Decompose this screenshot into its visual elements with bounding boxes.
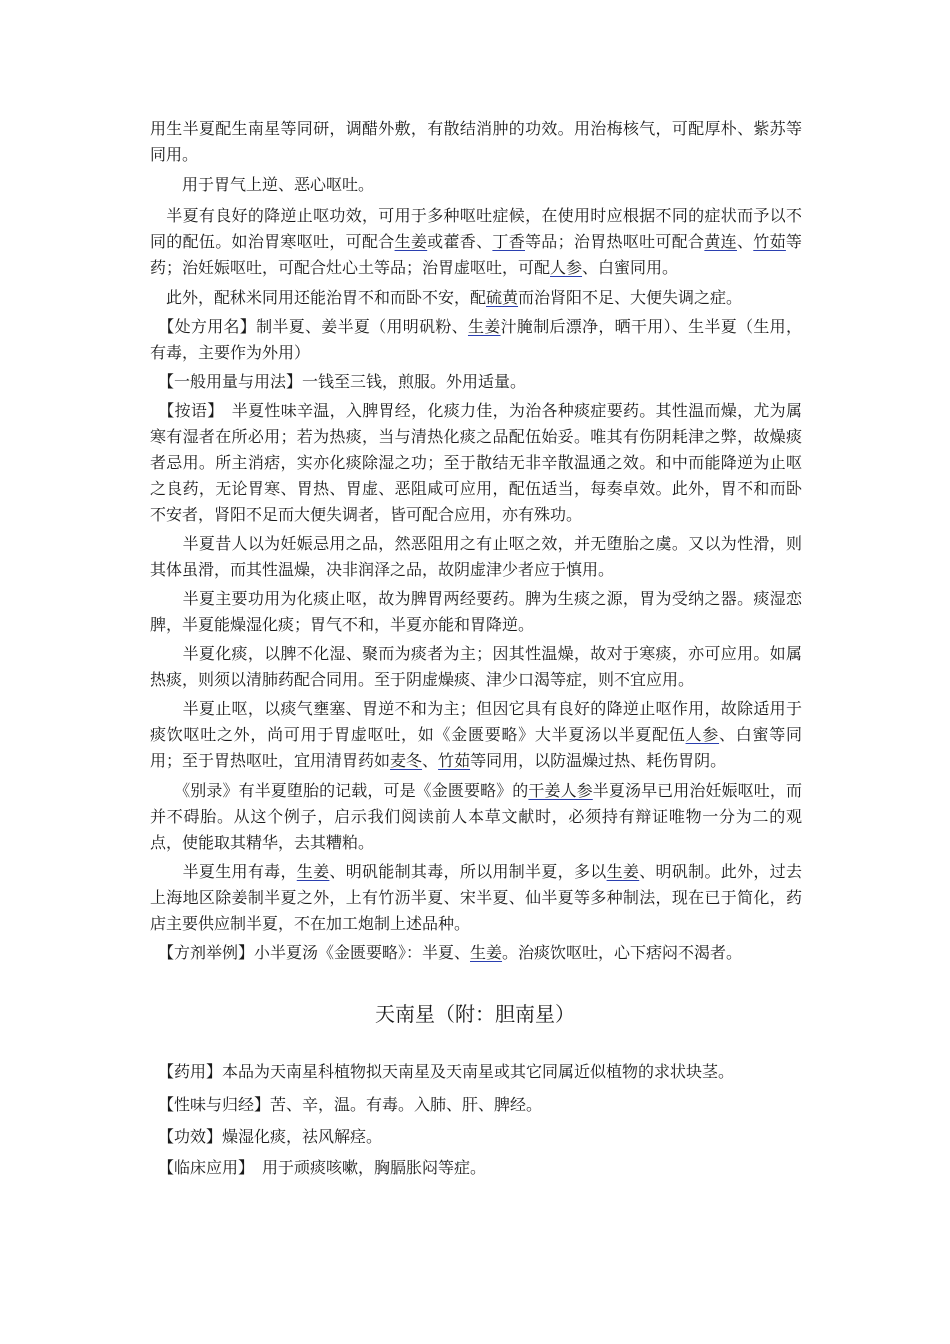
paragraph-11 <box>150 696 802 774</box>
text-run: 、白蜜等同用；至于胃热呕吐，宜用清胃药如 <box>150 725 802 770</box>
paragraph-1 <box>150 116 802 168</box>
herb-link[interactable]: 生姜 <box>296 862 330 881</box>
text-run: 、 <box>736 232 754 251</box>
paragraph-8 <box>150 531 802 583</box>
paragraph-3 <box>150 203 802 281</box>
text-run: 【功效】燥湿化痰，祛风解痉。 <box>150 1127 383 1146</box>
text-run: 半夏昔人以为妊娠忌用之品，然恶阻用之有止呕之效，并无堕胎之虞。又以为性滑，则其体虽滑，而其性温燥，决非润泽之品，故阴虚津少者应于慎用。 <box>150 534 802 579</box>
text-run: 或藿香、 <box>427 232 493 251</box>
herb-link[interactable]: 人参 <box>550 258 583 277</box>
text-run: 而治肾阳不足、大便失调之症。 <box>518 288 743 307</box>
paragraph-12 <box>150 778 802 856</box>
paragraph-10 <box>150 641 802 693</box>
text-run: 半夏化痰，以脾不化湿、聚而为痰者为主；因其性温燥，故对于寒痰，亦可应用。如属热痰，则须以清肺药配合同用。至于阴虚燥痰、津少口渴等症，则不宜应用。 <box>150 644 802 689</box>
text-run: 【药用】本品为天南星科植物拟天南星及天南星或其它同属近似植物的求状块茎。 <box>150 1062 735 1081</box>
paragraph-5 <box>150 314 802 366</box>
paragraph-14 <box>150 940 802 966</box>
paragraph-7 <box>150 398 802 528</box>
section-item-3 <box>150 1124 802 1150</box>
text-run: 、明矾能制其毒，所以用制半夏，多以 <box>329 862 607 881</box>
text-run: 【性味与归经】苦、辛，温。有毒。入肺、肝、脾经。 <box>150 1095 543 1114</box>
paragraph-6 <box>150 369 802 395</box>
herb-link[interactable]: 生姜 <box>467 317 501 336</box>
text-run: 【方剂举例】小半夏汤《金匮要略》：半夏、 <box>150 943 471 962</box>
text-run: 用生半夏配生南星等同研，调醋外敷，有散结消肿的功效。用治梅核气，可配厚朴、紫苏等同用。 <box>150 119 802 164</box>
text-run: 【按语】 半夏性味辛温，入脾胃经，化痰力佳，为治各种痰症要药。其性温而燥，尤为属寒有湿者在所必用；若为热痰，当与清热化痰之品配伍始妥。唯其有伤阴耗津之弊，故燥痰者忌用。所主消痞，实亦化痰除湿之功；至于散结无非辛散温通之效。和中而能降逆为止呕之良药，无论胃寒、胃热、胃虚、恶阻咸可应用，配伍适当，每奏卓效。此外，胃不和而卧不安者，肾阳不足而大便失调者，皆可配合应用，亦有殊功。 <box>150 401 802 524</box>
text-run: 、 <box>422 751 439 770</box>
herb-link[interactable]: 丁香 <box>492 232 525 251</box>
text-run: 半夏有良好的降逆止呕功效，可用于多种呕吐症候，在使用时应根据不同的症状而予以不同的配伍。如治胃寒呕吐，可配合 <box>150 206 802 251</box>
herb-link[interactable]: 干姜人参 <box>528 781 593 800</box>
text-run: 半夏止呕，以痰气壅塞、胃逆不和为主；但因它具有良好的降逆止呕作用，故除适用于痰饮呕吐之外，尚可用于胃虚呕吐，如《金匮要略》大半夏汤以半夏配伍 <box>150 699 802 744</box>
herb-link[interactable]: 生姜 <box>470 943 503 962</box>
text-run: 、白蜜同用。 <box>582 258 679 277</box>
text-run: 【临床应用】 用于顽痰咳嗽，胸膈胀闷等症。 <box>150 1158 487 1177</box>
text-run: 等同用，以防温燥过热、耗伤胃阴。 <box>470 751 727 770</box>
text-run: 。治痰饮呕吐，心下痞闷不渴者。 <box>502 943 743 962</box>
herb-link[interactable]: 竹茹 <box>753 232 786 251</box>
text-run: 半夏生用有毒， <box>150 862 297 881</box>
paragraph-13 <box>150 859 802 937</box>
paragraph-2 <box>150 172 802 198</box>
text-run: 半夏主要功用为化痰止呕，故为脾胃两经要药。脾为生痰之源，胃为受纳之器。痰湿恋脾，半夏能燥湿化痰；胃气不和，半夏亦能和胃降逆。 <box>150 589 802 634</box>
paragraph-9 <box>150 586 802 638</box>
herb-link[interactable]: 生姜 <box>394 232 428 251</box>
section-item-1 <box>150 1059 802 1085</box>
text-run: 等品；治胃热呕吐可配合 <box>525 232 705 251</box>
text-run: 此外，配秫米同用还能治胃不和而卧不安，配 <box>150 288 487 307</box>
herb-link[interactable]: 麦冬 <box>390 751 423 770</box>
herb-link[interactable]: 黄连 <box>704 232 737 251</box>
herb-link[interactable]: 人参 <box>685 725 720 744</box>
herb-link[interactable]: 硫黄 <box>486 288 519 307</box>
text-run: 汁腌制后漂净，晒干用）、生半夏（生用，有毒，主要作为外用） <box>150 317 802 362</box>
text-run: 【处方用名】制半夏、姜半夏（用明矾粉、 <box>150 317 468 336</box>
section-title: 天南星（附：胆南星） <box>375 1002 575 1026</box>
herb-link[interactable]: 生姜 <box>606 862 640 881</box>
text-run: 用于胃气上逆、恶心呕吐。 <box>150 175 375 194</box>
text-run: 等药；治妊娠呕吐，可配合灶心土等品；治胃虚呕吐，可配 <box>150 232 802 277</box>
text-run: 、明矾制。此外，过去上海地区除姜制半夏之外，上有竹沥半夏、宋半夏、仙半夏等多种制法，现在已于简化，药店主要供应制半夏，不在加工炮制上述品种。 <box>150 862 802 933</box>
text-run: 《别录》有半夏堕胎的记载，可是《金匮要略》的 <box>150 781 529 800</box>
section-item-4 <box>150 1155 802 1181</box>
paragraph-4 <box>150 285 802 311</box>
text-run: 【一般用量与用法】一钱至三钱，煎服。外用适量。 <box>150 372 527 391</box>
text-run: 半夏汤早已用治妊娠呕吐，而并不碍胎。从这个例子，启示我们阅读前人本草文献时，必须持有辩证唯物一分为二的观点，使能取其精华，去其糟粕。 <box>150 781 802 852</box>
section-item-2 <box>150 1092 802 1118</box>
herb-link[interactable]: 竹茹 <box>438 751 471 770</box>
